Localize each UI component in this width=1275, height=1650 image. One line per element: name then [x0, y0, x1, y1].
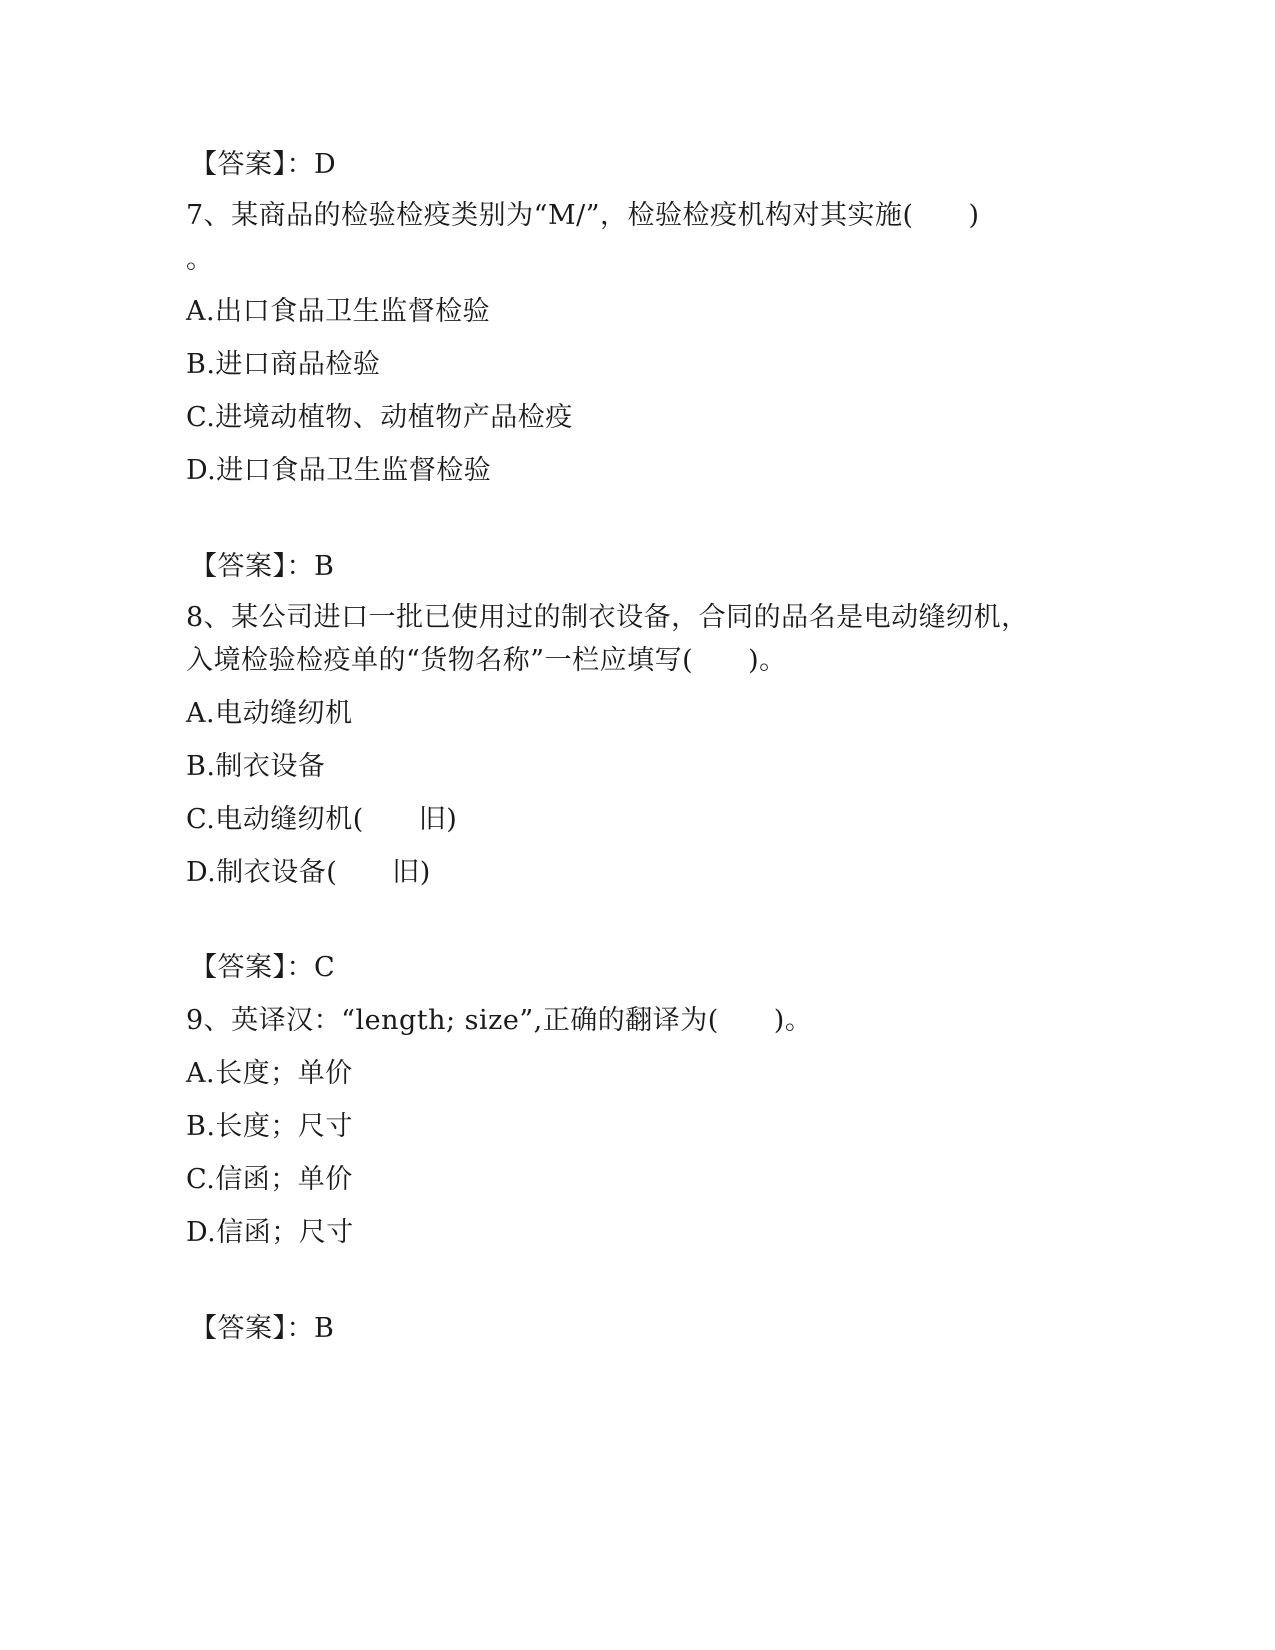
question-7-option-b: B.进口商品检验	[186, 349, 381, 380]
question-9-option-b: B.长度；尺寸	[186, 1111, 353, 1142]
question-7-line-1: 7、某商品的检验检疫类别为“M/”，检验检疫机构对其实施( )	[186, 200, 980, 231]
question-8-option-b: B.制衣设备	[186, 751, 326, 782]
question-7-option-d: D.进口食品卫生监督检验	[186, 455, 492, 486]
question-9-option-c: C.信函；单价	[186, 1164, 353, 1195]
question-7-option-c: C.进境动植物、动植物产品检疫	[186, 402, 573, 433]
question-8-line-1: 8、某公司进口一批已使用过的制衣设备，合同的品名是电动缝纫机，	[186, 602, 1029, 633]
answer-line: 【答案】：D	[190, 149, 337, 180]
question-7-option-a: A.出口食品卫生监督检验	[186, 296, 491, 327]
question-9-option-a: A.长度；单价	[186, 1058, 353, 1089]
question-9-option-d: D.信函；尺寸	[186, 1217, 354, 1248]
question-9-line-1: 9、英译汉：“length; size”,正确的翻译为( )。	[186, 1005, 813, 1036]
question-9-answer: 【答案】：B	[190, 1313, 335, 1344]
question-8-option-c: C.电动缝纫机( 旧)	[186, 804, 458, 835]
question-8-line-2: 入境检验检疫单的“货物名称”一栏应填写( )。	[186, 645, 787, 676]
question-8-answer: 【答案】：C	[190, 952, 336, 983]
question-8-option-d: D.制衣设备( 旧)	[186, 857, 431, 888]
question-8-option-a: A.电动缝纫机	[186, 698, 353, 729]
question-7-answer: 【答案】：B	[190, 551, 335, 582]
question-7-line-2: 。	[186, 244, 214, 275]
